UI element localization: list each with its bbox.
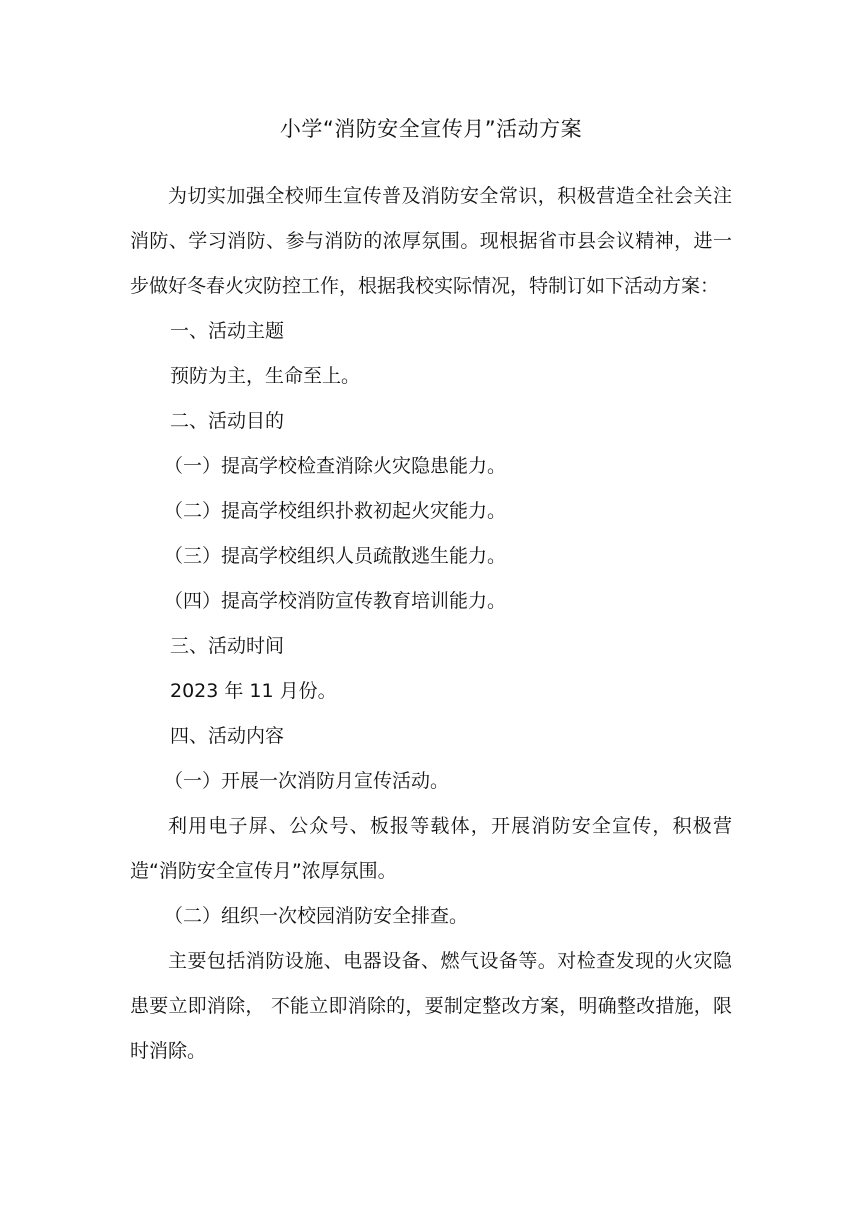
- document-page: [130, 104, 732, 1074]
- purpose-item-4: （四）提高学校消防宣传教育培训能力。: [164, 590, 507, 612]
- intro-paragraph: 为切实加强全校师生宣传普及消防安全常识，积极营造全社会关注消防、学习消防、参与消防的浓厚氛围。现根据省市县会议精神，进一步做好冬春火灾防控工作，根据我校实际情况，特制订如下活动方案：: [130, 185, 732, 297]
- section-heading-content: 四、活动内容: [170, 725, 285, 747]
- purpose-item-3: （三）提高学校组织人员疏散逃生能力。: [164, 545, 507, 567]
- theme-text: 预防为主，生命至上。: [170, 365, 361, 387]
- section-heading-theme: 一、活动主题: [170, 320, 285, 342]
- purpose-item-1: （一）提高学校检查消除火灾隐患能力。: [164, 455, 507, 477]
- document-title: 小学“消防安全宣传月”活动方案: [279, 117, 583, 141]
- section-heading-purpose: 二、活动目的: [170, 410, 285, 432]
- purpose-item-2: （二）提高学校组织扑救初起火灾能力。: [164, 500, 507, 522]
- content-sub-body-2: 主要包括消防设施、电器设备、燃气设备等。对检查发现的火灾隐患要立即消除， 不能立即消除的，要制定整改方案，明确整改措施，限时消除。: [130, 950, 732, 1062]
- time-text: 2023 年 11 月份。: [170, 680, 337, 702]
- section-heading-time: 三、活动时间: [170, 635, 285, 657]
- content-sub-heading-1: （一）开展一次消防月宣传活动。: [164, 770, 450, 792]
- content-sub-body-1: 利用电子屏、公众号、板报等载体，开展消防安全宣传，积极营造“消防安全宣传月”浓厚氛围。: [130, 815, 732, 882]
- content-sub-heading-2: （二）组织一次校园消防安全排查。: [164, 905, 469, 927]
